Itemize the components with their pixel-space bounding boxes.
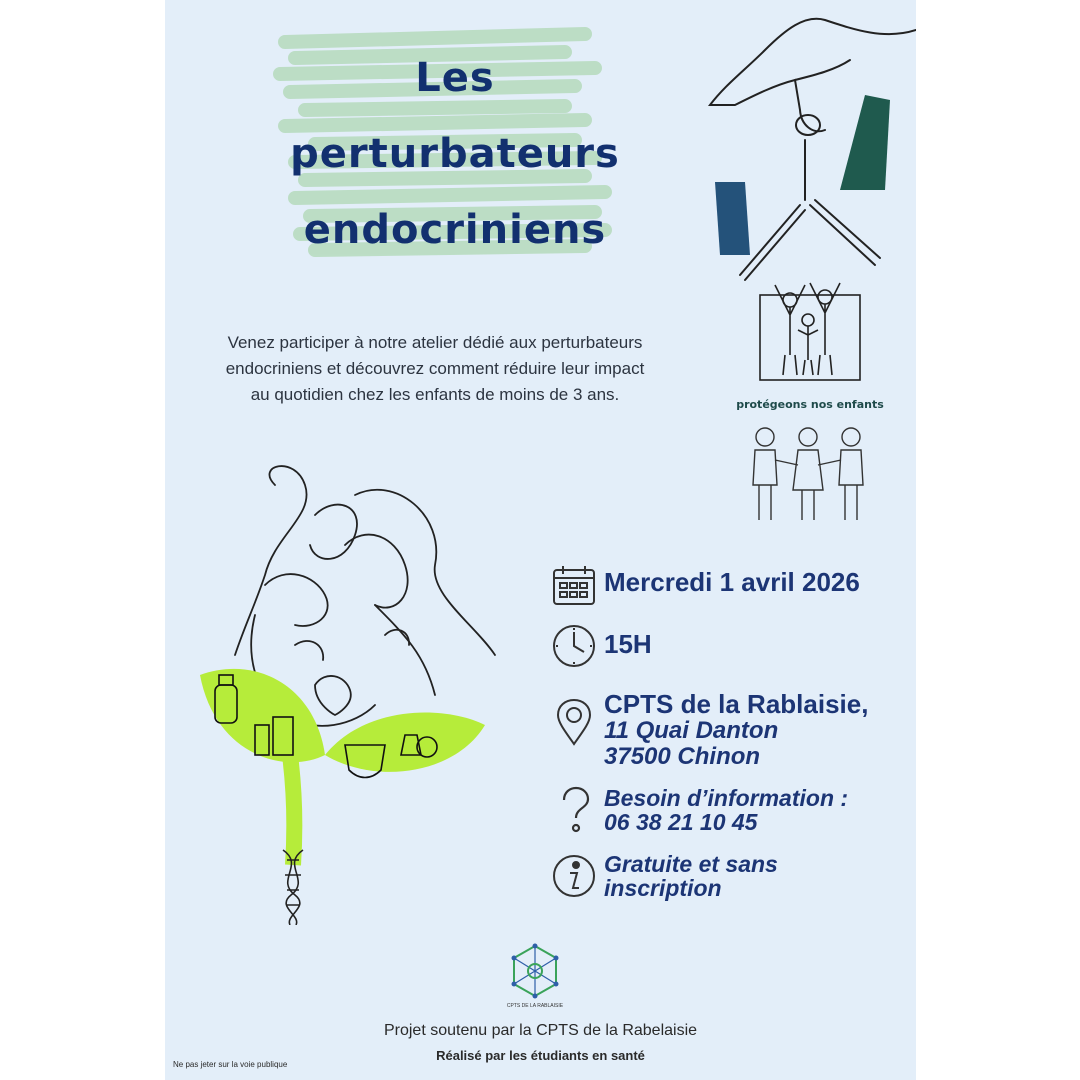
intro-line-1: Venez participer à notre atelier dédié aux perturbateurs	[227, 333, 643, 352]
page-title	[265, 40, 645, 268]
poster	[165, 0, 916, 1080]
clock-icon	[550, 622, 598, 670]
location-line-3: 37500 Chinon	[604, 743, 761, 770]
intro-line-3: au quotidien chez les enfants de moins de 3 ans.	[250, 385, 620, 404]
title-line-1: Les	[415, 55, 495, 101]
question-mark-icon	[550, 786, 598, 834]
intro-line-2: endocriniens et découvrez comment réduire leur impact	[225, 359, 645, 378]
event-info-row	[550, 786, 848, 834]
intro-paragraph	[185, 330, 685, 408]
location-line-2: 11 Quai Danton	[604, 717, 779, 744]
free-line-1: Gratuite et sans	[604, 851, 778, 877]
free-line-2: inscription	[604, 875, 722, 901]
logo-caption: CPTS DE LA RABLAISIE	[506, 1003, 564, 1009]
title-line-2: perturbateurs	[290, 131, 620, 177]
event-location-row	[550, 690, 868, 770]
info-icon	[550, 852, 598, 900]
event-free-row	[550, 852, 778, 900]
event-location	[604, 690, 868, 770]
event-date-row	[550, 562, 860, 610]
protect-children-caption: protégeons nos enfants	[736, 398, 884, 411]
calendar-icon	[550, 562, 598, 610]
footer-made-by: Réalisé par les étudiants en santé	[436, 1048, 645, 1063]
children-holding-hands-illustration	[745, 425, 875, 525]
hand-pencils-illustration	[705, 0, 916, 290]
event-free	[604, 852, 778, 900]
title-block	[265, 22, 625, 272]
event-info	[604, 786, 848, 834]
family-illustration	[755, 275, 865, 385]
event-time-row	[550, 622, 652, 670]
location-pin-icon	[550, 698, 598, 746]
info-line-1: Besoin d’information :	[604, 785, 849, 811]
title-line-3: endocriniens	[303, 207, 607, 253]
cpts-logo	[510, 943, 560, 1001]
location-line-1: CPTS de la Rablaisie,	[604, 689, 869, 719]
event-date: Mercredi 1 avril 2026	[604, 567, 860, 597]
mother-child-plant-illustration	[195, 455, 515, 925]
footer-supported-by: Projet soutenu par la CPTS de la Rabelaisie	[383, 1022, 698, 1039]
footer-recycle-note: Ne pas jeter sur la voie publique	[173, 1060, 288, 1069]
info-phone[interactable]: 06 38 21 10 45	[604, 809, 758, 835]
event-time: 15H	[604, 629, 652, 659]
